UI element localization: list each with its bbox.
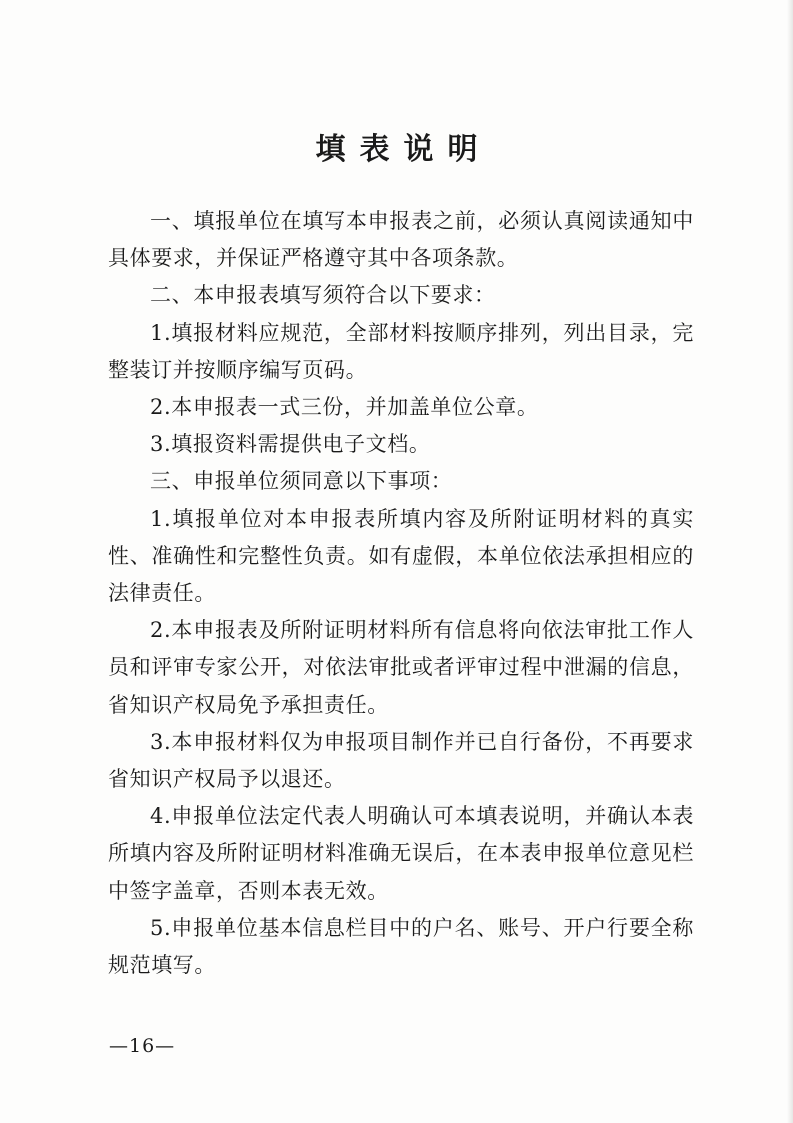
- paragraph-2: 二、本申报表填写须符合以下要求：: [150, 283, 496, 308]
- page-title: 填表说明: [315, 132, 492, 167]
- paragraph-9: 3.本申报材料仅为申报项目制作并已自行备份，不再要求省知识产权局予以退还。: [108, 729, 694, 792]
- paragraph-7: 1.填报单位对本申报表所填内容及所附证明材料的真实性、准确性和完整性负责。如有虚假，本单位依法承担相应的法律责任。: [108, 506, 694, 606]
- paragraph-10: 4.申报单位法定代表人明确认可本填表说明，并确认本表所填内容及所附证明材料准确无误后，在本表申报单位意见栏中签字盖章，否则本表无效。: [108, 804, 694, 903]
- paragraph-5: 3.填报资料需提供电子文档。: [150, 432, 431, 457]
- paragraph-3: 1.填报材料应规范，全部材料按顺序排列，列出目录，完整装订并按顺序编写页码。: [108, 320, 694, 382]
- page-number: —16—: [109, 1035, 176, 1057]
- paragraph-6: 三、申报单位须同意以下事项：: [150, 469, 453, 494]
- paragraph-11: 5.申报单位基本信息栏目中的户名、账号、开户行要全称规范填写。: [108, 915, 694, 978]
- paragraph-8: 2.本申报表及所附证明材料所有信息将向依法审批工作人员和评审专家公开，对依法审批或者评审过程中泄漏的信息，省知识产权局免予承担责任。: [108, 618, 694, 717]
- document-body: [108, 203, 694, 984]
- paragraph-4: 2.本申报表一式三份，并加盖单位公章。: [150, 395, 539, 420]
- scan-edge-shadow: [787, 0, 793, 1123]
- paragraph-1: 一、填报单位在填写本申报表之前，必须认真阅读通知中具体要求，并保证严格遵守其中各项条款。: [108, 209, 694, 271]
